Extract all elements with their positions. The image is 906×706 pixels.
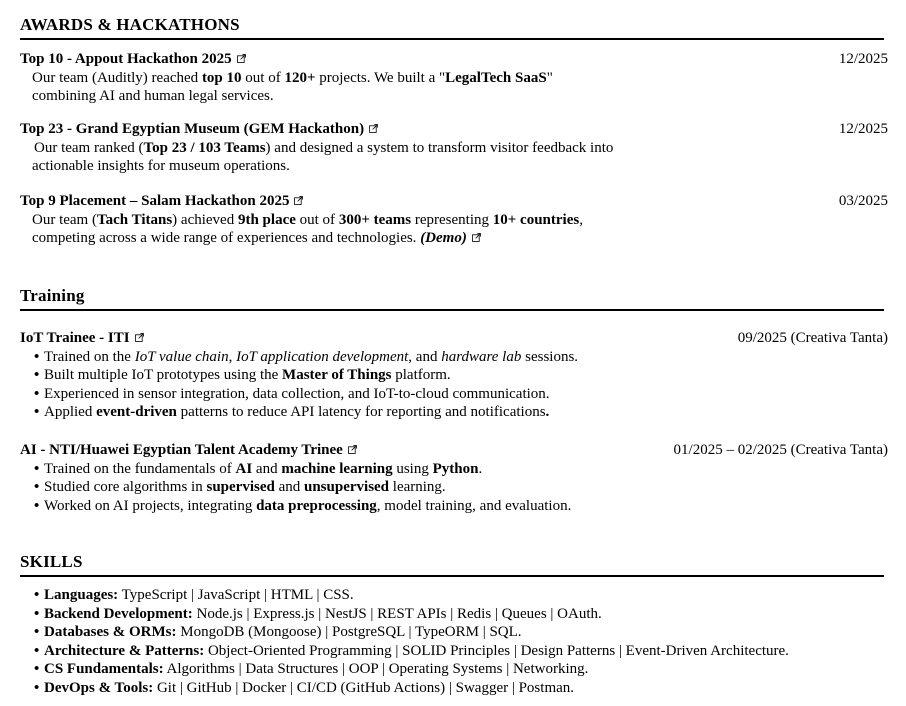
skill-item bbox=[34, 605, 888, 624]
external-link-icon[interactable] bbox=[294, 196, 303, 205]
bullet-icon: • bbox=[34, 587, 40, 603]
training-entry bbox=[20, 329, 888, 422]
training-section bbox=[20, 287, 884, 311]
text-run: . bbox=[478, 460, 483, 477]
text-run: ) and designed a system to transform visitor feedback into bbox=[265, 139, 614, 156]
text-run: representing bbox=[411, 211, 493, 228]
external-link-icon[interactable] bbox=[135, 333, 144, 342]
bullet-icon: • bbox=[34, 479, 40, 496]
training-date: 01/2025 – 02/2025 (Creativa Tanta) bbox=[673, 442, 888, 458]
skill-label: DevOps & Tools: bbox=[44, 679, 154, 696]
text-run: Python bbox=[432, 460, 479, 477]
skills-entry bbox=[20, 586, 888, 698]
bullet-icon: • bbox=[34, 385, 40, 402]
text-run: ) achieved bbox=[172, 211, 238, 228]
text-run: AI bbox=[235, 460, 253, 477]
text-run: top 10 bbox=[201, 69, 242, 86]
skill-label: Databases & ORMs: bbox=[44, 624, 177, 641]
bullet-item bbox=[34, 497, 888, 516]
awards-section bbox=[20, 16, 884, 40]
text-run: supervised bbox=[206, 479, 275, 496]
text-run: Our team ranked ( bbox=[34, 139, 144, 156]
bullet-icon: • bbox=[34, 679, 40, 696]
text-run: 120+ bbox=[284, 69, 316, 86]
award-entry bbox=[20, 192, 888, 248]
bullet-icon: • bbox=[34, 605, 40, 622]
text-run: projects. We built a " bbox=[315, 69, 446, 86]
text-run: , and bbox=[408, 348, 442, 365]
skill-item bbox=[34, 586, 888, 605]
award-description-line bbox=[20, 211, 888, 230]
text-run: learning. bbox=[389, 479, 446, 496]
text-run: machine learning bbox=[281, 460, 393, 477]
section-heading-skills: SKILLS bbox=[20, 552, 83, 571]
skills-section bbox=[20, 553, 884, 577]
text-run: hardware lab bbox=[441, 348, 522, 365]
text-run: . bbox=[545, 404, 550, 421]
text-run: LegalTech SaaS bbox=[445, 69, 547, 86]
text-run: Studied core algorithms in bbox=[44, 479, 207, 496]
bullet-item bbox=[34, 348, 888, 367]
text-run: Worked on AI projects, integrating bbox=[44, 497, 257, 514]
bullet-icon: • bbox=[34, 460, 40, 477]
text-run: data preprocessing bbox=[256, 497, 377, 514]
text-run: event-driven bbox=[96, 404, 177, 421]
text-run: 300+ teams bbox=[338, 211, 412, 228]
skill-label: Languages: bbox=[44, 587, 119, 603]
skills-list bbox=[20, 586, 888, 698]
award-entry bbox=[20, 50, 888, 106]
text-run: platform. bbox=[391, 367, 451, 384]
bullet-icon: • bbox=[34, 367, 40, 384]
text-run: Master of Things bbox=[282, 367, 392, 384]
skill-label: Backend Development: bbox=[44, 605, 193, 622]
award-title: Top 23 - Grand Egyptian Museum (GEM Hackathon) bbox=[20, 121, 365, 137]
award-title: Top 10 - Appout Hackathon 2025 bbox=[20, 51, 232, 67]
skill-item bbox=[34, 660, 888, 679]
text-run: Experienced in sensor integration, data collection, and IoT-to-cloud communication. bbox=[44, 385, 550, 402]
text-run: Our team ( bbox=[32, 211, 97, 228]
text-run: out of bbox=[295, 211, 339, 228]
training-bullets bbox=[20, 460, 888, 516]
text-run: Applied bbox=[44, 404, 97, 421]
section-rule bbox=[20, 575, 884, 577]
text-run: 10+ countries bbox=[492, 211, 580, 228]
skill-value: Object-Oriented Programming | SOLID Principles | Design Patterns | Event-Driven Architecture. bbox=[204, 642, 789, 659]
demo-link[interactable]: (Demo) bbox=[420, 230, 467, 247]
bullet-item bbox=[34, 366, 888, 385]
skill-value: Algorithms | Data Structures | OOP | Operating Systems | Networking. bbox=[163, 661, 589, 678]
skill-item bbox=[34, 623, 888, 642]
bullet-icon: • bbox=[34, 624, 40, 641]
award-date: 03/2025 bbox=[838, 193, 888, 209]
text-run: and bbox=[252, 460, 282, 477]
award-description-line: combining AI and human legal services. bbox=[32, 88, 274, 105]
bullet-icon: • bbox=[34, 348, 40, 365]
text-run: patterns to reduce API latency for reporting and notifications bbox=[176, 404, 546, 421]
external-link-icon[interactable] bbox=[472, 233, 481, 242]
training-title: IoT Trainee - ITI bbox=[20, 330, 130, 346]
section-rule bbox=[20, 38, 884, 40]
section-rule bbox=[20, 309, 884, 311]
training-title: AI - NTI/Huawei Egyptian Talent Academy Trinee bbox=[20, 442, 343, 458]
bullet-icon: • bbox=[34, 404, 40, 421]
text-run: IoT value chain, IoT application development bbox=[134, 348, 409, 365]
bullet-item bbox=[34, 403, 888, 422]
section-heading-training: Training bbox=[20, 286, 85, 305]
text-run: , bbox=[579, 211, 583, 228]
text-run: Trained on the bbox=[44, 348, 135, 365]
bullet-icon: • bbox=[34, 661, 40, 678]
text-run: sessions. bbox=[521, 348, 579, 365]
award-description-line: actionable insights for museum operations. bbox=[32, 158, 290, 175]
text-run: Tach Titans bbox=[96, 211, 173, 228]
award-entry bbox=[20, 120, 888, 176]
training-date: 09/2025 (Creativa Tanta) bbox=[737, 330, 888, 346]
text-run: , model training, and evaluation. bbox=[376, 497, 572, 514]
text-run: Top 23 / 103 Teams bbox=[143, 139, 266, 156]
text-run: 9th place bbox=[237, 211, 296, 228]
award-title: Top 9 Placement – Salam Hackathon 2025 bbox=[20, 193, 290, 209]
bullet-icon: • bbox=[34, 642, 40, 659]
text-run: out of bbox=[241, 69, 285, 86]
text-run: using bbox=[392, 460, 433, 477]
section-heading-awards: AWARDS & HACKATHONS bbox=[20, 15, 240, 34]
award-description-text: competing across a wide range of experiences and technologies. bbox=[32, 230, 417, 247]
bullet-icon: • bbox=[34, 497, 40, 514]
award-description-line bbox=[20, 69, 888, 88]
external-link-icon[interactable] bbox=[348, 445, 357, 454]
training-entry bbox=[20, 441, 888, 515]
external-link-icon[interactable] bbox=[369, 124, 378, 133]
text-run: and bbox=[274, 479, 304, 496]
external-link-icon[interactable] bbox=[237, 54, 246, 63]
bullet-item bbox=[34, 478, 888, 497]
skill-value: TypeScript | JavaScript | HTML | CSS. bbox=[118, 587, 354, 603]
award-description-line bbox=[20, 229, 888, 248]
skill-value: Git | GitHub | Docker | CI/CD (GitHub Actions) | Swagger | Postman. bbox=[153, 679, 575, 696]
training-bullets bbox=[20, 348, 888, 422]
text-run: Trained on the fundamentals of bbox=[44, 460, 236, 477]
skill-item bbox=[34, 642, 888, 661]
award-date: 12/2025 bbox=[838, 121, 888, 137]
bullet-item bbox=[34, 460, 888, 479]
award-description-line bbox=[20, 139, 888, 158]
text-run: unsupervised bbox=[304, 479, 390, 496]
text-run: " bbox=[546, 69, 553, 86]
text-run: Built multiple IoT prototypes using the bbox=[44, 367, 283, 384]
bullet-item bbox=[34, 385, 888, 404]
skill-label: Architecture & Patterns: bbox=[44, 642, 205, 659]
award-date: 12/2025 bbox=[838, 51, 888, 67]
text-run: Our team (Auditly) reached bbox=[32, 69, 202, 86]
skill-value: Node.js | Express.js | NestJS | REST APIs | Redis | Queues | OAuth. bbox=[192, 605, 602, 622]
skill-item bbox=[34, 679, 888, 698]
skill-value: MongoDB (Mongoose) | PostgreSQL | TypeORM | SQL. bbox=[176, 624, 522, 641]
skill-label: CS Fundamentals: bbox=[44, 661, 164, 678]
